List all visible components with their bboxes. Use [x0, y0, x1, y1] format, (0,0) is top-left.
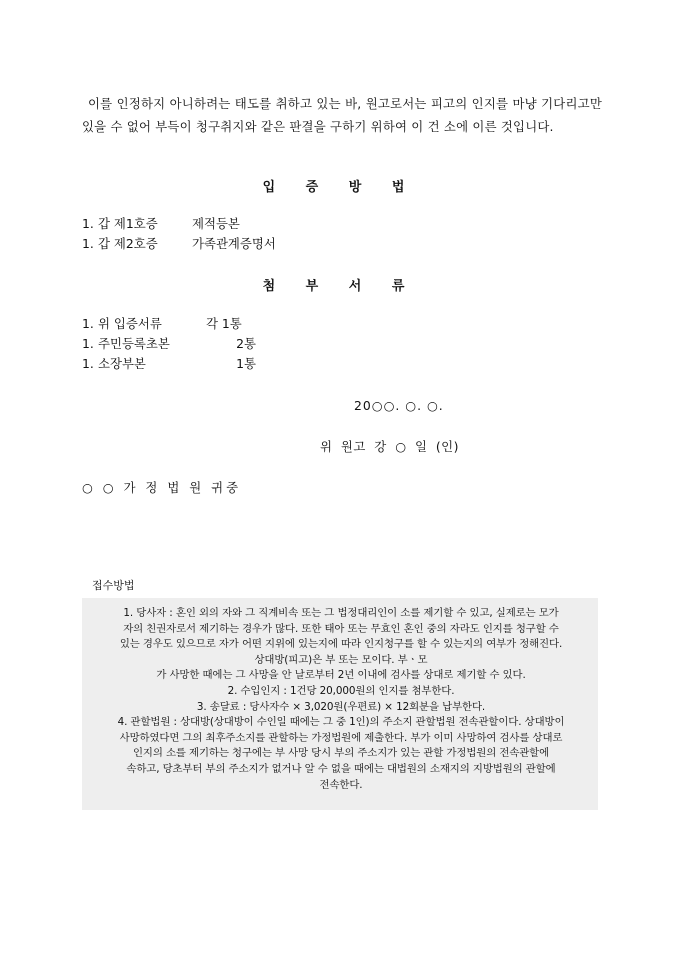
evidence-description: 가족관계증명서	[192, 236, 276, 251]
plaintiff-signature: 위 원고 강 ○ 일 (인)	[320, 439, 459, 454]
attachment-count: 1통	[236, 356, 256, 371]
filing-method-line: 있는 경우도 있으므로 자가 어떤 지위에 있는지에 따라 인지청구를 할 수 있는지의 여부가 정해진다.	[119, 638, 563, 651]
filing-method-line: 3. 송달료 : 당사자수 × 3,020원(우편료) × 12회분을 납부한다.	[196, 700, 486, 713]
evidence-description: 제적등본	[192, 216, 240, 231]
attachment-item	[82, 334, 256, 354]
attachment-item	[82, 354, 256, 374]
filing-method-line: 상대방(피고)은 부 또는 모이다. 부ㆍ모	[254, 653, 428, 666]
filing-method-line: 자의 친권자로서 제기하는 경우가 많다. 또한 태아 또는 무효인 혼인 중의 자라도 인지를 청구할 수	[123, 622, 559, 635]
evidence-heading: 입 증 방 법	[262, 180, 418, 195]
filing-method-line: 1. 당사자 : 혼인 외의 자와 그 직계비속 또는 그 법정대리인이 소를 제기할 수 있고, 실제로는 모가	[123, 607, 559, 619]
item-number: 1.	[82, 336, 94, 351]
filing-method-line: 사망하였다면 그의 최후주소지를 관할하는 가정법원에 제출한다. 부가 이미 사망하여 검사를 상대로	[119, 731, 563, 744]
evidence-item	[82, 234, 276, 254]
filing-method-list	[98, 606, 584, 793]
attachment-name: 위 입증서류	[98, 316, 162, 331]
item-number: 1.	[82, 216, 94, 231]
attachment-item	[82, 314, 256, 334]
filing-method-title: 접수방법	[92, 579, 135, 592]
filing-method-line: 속하고, 당초부터 부의 주소지가 없거나 알 수 없을 때에는 대법원의 소재지의 지방법원의 관할에	[126, 762, 556, 775]
evidence-name: 갑 제2호증	[98, 236, 158, 251]
attachment-name: 소장부본	[98, 356, 146, 371]
filing-method-line: 전속한다.	[319, 778, 363, 791]
attachments-heading: 첨 부 서 류	[262, 279, 418, 294]
item-number: 1.	[82, 356, 94, 371]
evidence-name: 갑 제1호증	[98, 216, 158, 231]
attachment-name: 주민등록초본	[98, 336, 170, 351]
evidence-item	[82, 214, 276, 234]
attachment-count: 2통	[236, 336, 256, 351]
body-paragraph: 이를 인정하지 아니하려는 태도를 취하고 있는 바, 원고로서는 피고의 인지를 마냥 기다리고만 있을 수 없어 부득이 청구취지와 같은 판결을 구하기 위하여 이 건 소에 이른 것입니다.	[82, 96, 602, 134]
filing-method-line: 가 사망한 때에는 그 사망을 안 날로부터 2년 이내에 검사를 상대로 제기할 수 있다.	[156, 669, 526, 682]
filing-date: 20○○. ○. ○.	[354, 398, 444, 413]
evidence-list	[82, 214, 276, 254]
filing-method-line: 2. 수입인지 : 1건당 20,000원의 인지를 첨부한다.	[227, 684, 455, 697]
item-number: 1.	[82, 236, 94, 251]
filing-method-line: 인지의 소를 제기하는 청구에는 부 사망 당시 부의 주소지가 있는 관할 가정법원의 전속관할에	[132, 747, 550, 760]
filing-method-line: 4. 관할법원 : 상대방(상대방이 수인일 때에는 그 중 1인)의 주소지 관할법원 전속관할이다. 상대방이	[117, 716, 565, 729]
item-number: 1.	[82, 316, 94, 331]
court-addressee: ○ ○ 가 정 법 원 귀중	[82, 480, 242, 495]
attachments-list	[82, 314, 256, 374]
attachment-count: 각 1통	[206, 316, 242, 331]
